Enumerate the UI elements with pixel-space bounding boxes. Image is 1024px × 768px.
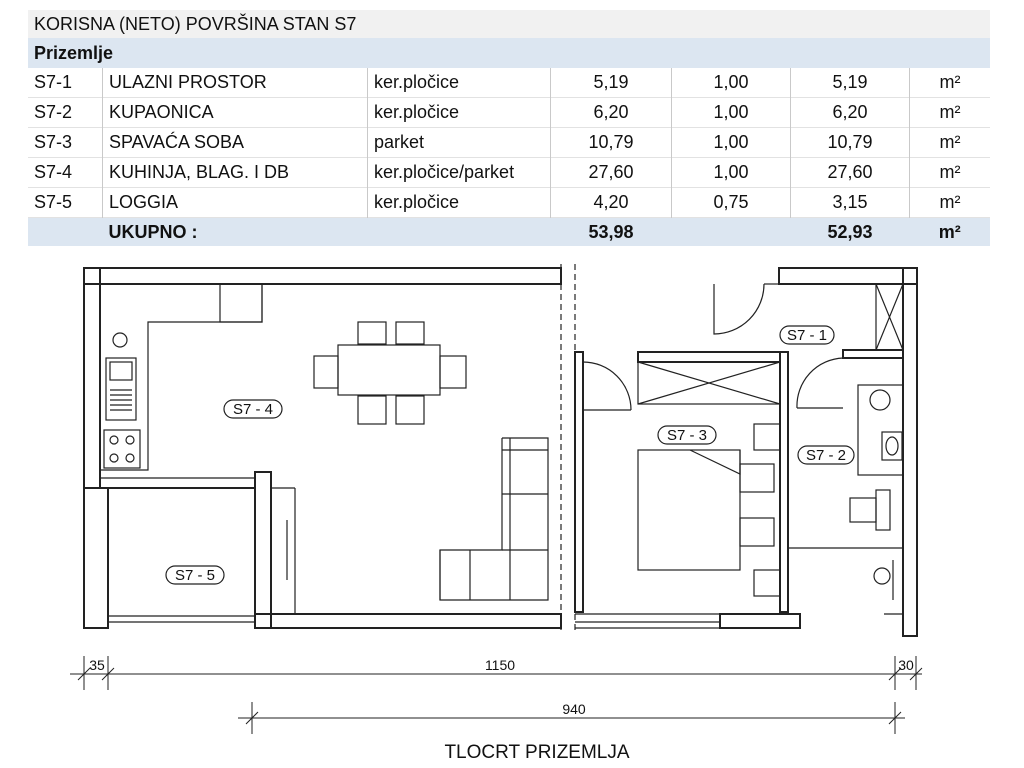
room-name: ULAZNI PROSTOR [103,68,368,98]
room-area: 10,79 [551,128,672,158]
label-s7-5-text: S7 - 5 [174,567,216,584]
room-id: S7-3 [28,128,103,158]
dim-30: 30 [898,657,914,673]
room-id: S7-5 [28,188,103,218]
table-row [28,158,990,188]
label-s7-2 [798,446,854,464]
table-row [28,188,990,218]
room-unit: m² [910,158,991,188]
room-net: 3,15 [791,188,910,218]
total-label: UKUPNO : [103,218,368,247]
room-id: S7-2 [28,98,103,128]
room-coef: 1,00 [672,158,791,188]
room-area: 5,19 [551,68,672,98]
room-floor: parket [368,128,551,158]
label-s7-3-text: S7 - 3 [666,427,708,444]
table-section: Prizemlje [28,38,990,68]
room-net: 27,60 [791,158,910,188]
total-area: 53,98 [551,218,672,247]
dim-35: 35 [89,657,105,673]
label-s7-1-text: S7 - 1 [786,327,828,344]
room-net: 6,20 [791,98,910,128]
table-section-row [28,38,990,68]
room-unit: m² [910,188,991,218]
room-id: S7-1 [28,68,103,98]
sofa [440,438,548,600]
table-total-row [28,218,990,247]
dim-940: 940 [562,701,586,717]
table-title-row [28,10,990,38]
total-unit: m² [910,218,991,247]
label-s7-4 [224,400,282,418]
room-coef: 0,75 [672,188,791,218]
bedroom [575,352,788,612]
floor-plan [0,250,1024,768]
dimension-lines [70,656,922,734]
room-name: LOGGIA [103,188,368,218]
room-floor: ker.pločice [368,68,551,98]
label-s7-1 [780,326,834,344]
label-s7-5 [166,566,224,584]
room-area: 27,60 [551,158,672,188]
room-name: KUPAONICA [103,98,368,128]
room-unit: m² [910,98,991,128]
table-row [28,98,990,128]
dim-1150: 1150 [484,657,516,673]
kitchen-counter [100,284,262,470]
room-coef: 1,00 [672,128,791,158]
room-unit: m² [910,128,991,158]
room-name: KUHINJA, BLAG. I DB [103,158,368,188]
label-s7-2-text: S7 - 2 [805,447,847,464]
room-area: 6,20 [551,98,672,128]
total-net: 52,93 [791,218,910,247]
room-area: 4,20 [551,188,672,218]
plan-title: TLOCRT PRIZEMLJA [444,742,630,763]
table-row [28,68,990,98]
room-floor: ker.pločice [368,188,551,218]
room-floor: ker.pločice/parket [368,158,551,188]
room-id: S7-4 [28,158,103,188]
area-table [28,10,990,246]
room-unit: m² [910,68,991,98]
room-floor: ker.pločice [368,98,551,128]
table-title: KORISNA (NETO) POVRŠINA STAN S7 [28,10,990,38]
room-net: 5,19 [791,68,910,98]
room-coef: 1,00 [672,98,791,128]
dining-table [314,322,466,424]
table-row [28,128,990,158]
room-name: SPAVAĆA SOBA [103,128,368,158]
room-coef: 1,00 [672,68,791,98]
room-net: 10,79 [791,128,910,158]
label-s7-3 [658,426,716,444]
label-s7-4-text: S7 - 4 [232,401,274,418]
